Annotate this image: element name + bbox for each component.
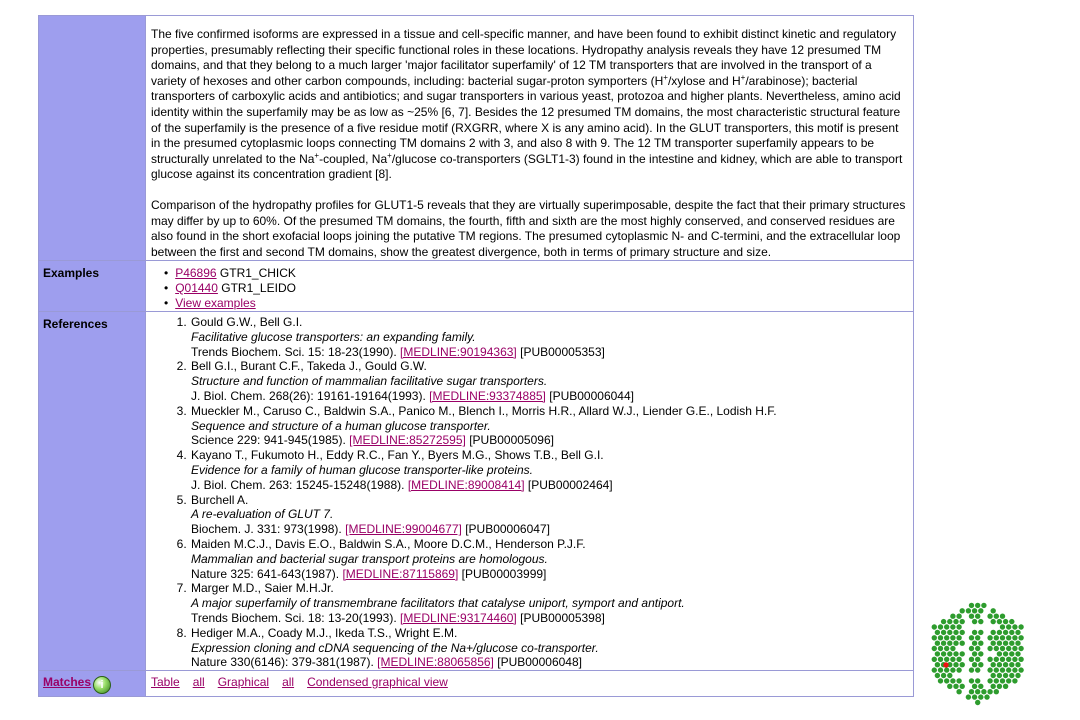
logo-dot bbox=[1003, 651, 1008, 656]
logo-dot bbox=[994, 614, 999, 619]
logo-dot bbox=[991, 684, 996, 689]
reference-pub-id: [PUB00006044] bbox=[549, 388, 634, 403]
logo-dot bbox=[1012, 635, 1017, 640]
reference-title: Mammalian and bacterial sugar transport proteins are homologous. bbox=[191, 551, 548, 566]
logo-dot bbox=[994, 678, 999, 683]
logo-dot bbox=[956, 635, 961, 640]
logo-dot bbox=[978, 662, 983, 667]
interpro-logo bbox=[925, 597, 1029, 707]
logo-dot bbox=[944, 624, 949, 629]
view-examples-item bbox=[176, 296, 909, 311]
logo-dot bbox=[1003, 630, 1008, 635]
matches-table-all-link[interactable]: all bbox=[192, 675, 205, 689]
examples-label: Examples bbox=[39, 261, 146, 311]
logo-dot bbox=[1006, 635, 1011, 640]
logo-dot bbox=[1015, 651, 1020, 656]
examples-list bbox=[151, 261, 909, 311]
logo-dot bbox=[956, 657, 961, 662]
logo-dot bbox=[975, 700, 980, 705]
logo-dot bbox=[950, 657, 955, 662]
examples-row bbox=[39, 261, 913, 312]
superscript-plus: + bbox=[387, 150, 392, 160]
logo-dot bbox=[1009, 619, 1014, 624]
logo-dot bbox=[947, 673, 952, 678]
logo-dot bbox=[1018, 646, 1023, 651]
logo-dot bbox=[944, 657, 949, 662]
reference-pub-id: [PUB00003999] bbox=[461, 566, 547, 581]
logo-dot bbox=[1009, 630, 1014, 635]
matches-label-cell bbox=[39, 671, 146, 696]
logo-dot bbox=[941, 673, 946, 678]
logo-dot bbox=[969, 657, 974, 662]
logo-dot bbox=[956, 624, 961, 629]
logo-dot bbox=[972, 630, 977, 635]
logo-dot bbox=[1000, 678, 1005, 683]
logo-dot bbox=[932, 635, 937, 640]
logo-dot bbox=[987, 657, 992, 662]
logo-dot bbox=[1006, 667, 1011, 672]
logo-dot bbox=[984, 694, 989, 699]
logo-dot bbox=[978, 630, 983, 635]
logo-dot bbox=[969, 667, 974, 672]
description-paragraph-1 bbox=[151, 27, 909, 183]
logo-dot bbox=[972, 694, 977, 699]
superscript-plus: + bbox=[314, 150, 320, 160]
reference-citation: J. Biol. Chem. 263: 15245-15248(1988). bbox=[191, 477, 405, 492]
logo-dot bbox=[972, 684, 977, 689]
logo-dot bbox=[1015, 630, 1020, 635]
reference-title: A major superfamily of transmembrane facilitators that catalyse uniport, symport and antiport. bbox=[191, 596, 685, 611]
matches-graphical-all-link[interactable]: all bbox=[282, 675, 295, 689]
logo-dot bbox=[932, 624, 937, 629]
logo-dot bbox=[953, 630, 958, 635]
logo-dot bbox=[997, 684, 1002, 689]
logo-dot bbox=[950, 624, 955, 629]
reference-pub-id: [PUB00005096] bbox=[469, 433, 554, 448]
logo-dot bbox=[978, 684, 983, 689]
logo-dot bbox=[944, 646, 949, 651]
examples-content bbox=[147, 261, 913, 311]
reference-authors: Marger M.D., Saier M.H.Jr. bbox=[191, 581, 334, 596]
logo-dot bbox=[938, 667, 943, 672]
logo-dot bbox=[1003, 684, 1008, 689]
logo-dot bbox=[975, 603, 980, 608]
medline-link[interactable]: [MEDLINE:93374885] bbox=[429, 388, 546, 403]
medline-link[interactable]: [MEDLINE:90194363] bbox=[400, 344, 517, 359]
logo-dot bbox=[935, 641, 940, 646]
logo-dot bbox=[1006, 646, 1011, 651]
reference-item bbox=[190, 493, 909, 537]
example-name: GTR1_LEIDO bbox=[221, 281, 296, 295]
logo-dot bbox=[1015, 673, 1020, 678]
reference-citation: Nature 325: 641-643(1987). bbox=[191, 566, 340, 581]
logo-dot bbox=[947, 619, 952, 624]
info-icon[interactable]: i bbox=[93, 676, 111, 694]
logo-dot bbox=[950, 678, 955, 683]
logo-dot bbox=[960, 619, 965, 624]
reference-title: Facilitative glucose transporters: an expanding family. bbox=[191, 329, 476, 344]
logo-dot bbox=[935, 662, 940, 667]
logo-dot bbox=[987, 667, 992, 672]
logo-dot bbox=[950, 635, 955, 640]
logo-dot bbox=[1015, 641, 1020, 646]
logo-dot bbox=[947, 630, 952, 635]
logo-dot bbox=[975, 667, 980, 672]
logo-dot bbox=[978, 694, 983, 699]
logo-dot bbox=[935, 630, 940, 635]
reference-authors: Mueckler M., Caruso C., Baldwin S.A., Panico M., Blench I., Morris H.R., Allard W.J., Liender G.E., Lodish H.F. bbox=[191, 403, 777, 418]
logo-dot bbox=[1000, 624, 1005, 629]
logo-dot bbox=[947, 651, 952, 656]
reference-citation: J. Biol. Chem. 268(26): 19161-19164(1993). bbox=[191, 388, 426, 403]
logo-dot bbox=[941, 630, 946, 635]
logo-dot bbox=[975, 689, 980, 694]
logo-dot bbox=[960, 684, 965, 689]
logo-dot bbox=[938, 635, 943, 640]
logo-dot bbox=[953, 651, 958, 656]
matches-link[interactable]: Matches bbox=[43, 675, 92, 689]
logo-dot bbox=[1009, 673, 1014, 678]
reference-item bbox=[190, 404, 909, 448]
logo-dot bbox=[1009, 662, 1014, 667]
logo-dot bbox=[1009, 641, 1014, 646]
logo-dot bbox=[956, 614, 961, 619]
medline-link[interactable]: [MEDLINE:85272595] bbox=[349, 433, 466, 448]
logo-dot bbox=[935, 673, 940, 678]
references-label: References bbox=[39, 312, 146, 670]
logo-dot bbox=[944, 635, 949, 640]
logo-dot bbox=[956, 678, 961, 683]
logo-dot bbox=[991, 641, 996, 646]
logo-dot bbox=[972, 641, 977, 646]
medline-link[interactable]: [MEDLINE:87115869] bbox=[342, 566, 459, 581]
logo-dot bbox=[941, 651, 946, 656]
logo-dot bbox=[932, 646, 937, 651]
logo-dot bbox=[994, 657, 999, 662]
logo-dot bbox=[994, 689, 999, 694]
logo-dot bbox=[991, 630, 996, 635]
logo-dot bbox=[997, 662, 1002, 667]
desc-text: -coupled, Na bbox=[319, 151, 388, 166]
logo-dot bbox=[997, 630, 1002, 635]
logo-dot bbox=[987, 635, 992, 640]
logo-dot bbox=[950, 614, 955, 619]
logo-dot bbox=[938, 646, 943, 651]
reference-title: A re-evaluation of GLUT 7. bbox=[191, 507, 334, 522]
logo-dot bbox=[938, 657, 943, 662]
logo-dot bbox=[1012, 646, 1017, 651]
logo-dot bbox=[969, 678, 974, 683]
logo-dot bbox=[978, 641, 983, 646]
logo-dot bbox=[1000, 657, 1005, 662]
logo-dot bbox=[953, 641, 958, 646]
logo-dot bbox=[1012, 678, 1017, 683]
reference-item bbox=[190, 448, 909, 492]
logo-dot bbox=[944, 667, 949, 672]
reference-authors: Kayano T., Fukumoto H., Eddy R.C., Fan Y., Byers M.G., Shows T.B., Bell G.I. bbox=[191, 448, 604, 463]
logo-dot bbox=[991, 673, 996, 678]
logo-dot bbox=[956, 667, 961, 672]
logo-dot bbox=[966, 694, 971, 699]
logo-dot bbox=[938, 624, 943, 629]
reference-citation: Trends Biochem. Sci. 15: 18-23(1990). bbox=[191, 344, 397, 359]
description-row bbox=[39, 16, 913, 261]
logo-dot bbox=[978, 608, 983, 613]
example-accession-link[interactable]: P46896 bbox=[175, 266, 217, 280]
logo-dot bbox=[1018, 657, 1023, 662]
description-content bbox=[147, 16, 913, 260]
logo-dot bbox=[956, 689, 961, 694]
reference-pub-id: [PUB00005398] bbox=[520, 610, 605, 625]
logo-dot bbox=[1018, 667, 1023, 672]
logo-dot bbox=[941, 619, 946, 624]
logo-dot bbox=[947, 641, 952, 646]
logo-red-dot bbox=[943, 662, 948, 667]
logo-dot bbox=[1018, 624, 1023, 629]
reference-citation: Nature 330(6146): 379-381(1987). bbox=[191, 655, 374, 670]
logo-dot bbox=[969, 646, 974, 651]
example-accession-link[interactable]: Q01440 bbox=[175, 281, 218, 295]
reference-pub-id: [PUB00005353] bbox=[520, 344, 605, 359]
example-item bbox=[176, 266, 909, 281]
logo-dot bbox=[972, 608, 977, 613]
logo-dot bbox=[935, 651, 940, 656]
logo-dot bbox=[941, 641, 946, 646]
logo-dot bbox=[997, 673, 1002, 678]
logo-dot bbox=[969, 635, 974, 640]
reference-authors: Gould G.W., Bell G.I. bbox=[191, 315, 303, 329]
reference-title: Expression cloning and cDNA sequencing of the Na+/glucose co-transporter. bbox=[191, 640, 599, 655]
view-examples-link[interactable]: View examples bbox=[175, 296, 256, 310]
desc-text: /arabinose); bacterial transporters of carboxylic acids and antibiotics; and sugar transporters in various yeast, protozoa and higher plants. Nevertheless, amino acid identity within the superfamily may be as low as ~25% [6, 7]. Besides the 12 presumed TM domains, the most characteristic structural feature of the superfamily is the presence of a five residue motif (RXGRR, where X is any amino acid). In the GLUT transporters, this motif is present in the presumed cytoplasmic loops connecting TM domains 2 with 3, and also 8 with 9. The 12 TM transporter superfamily appears to be structurally unrelated to the Na bbox=[151, 73, 901, 166]
reference-title: Evidence for a family of human glucose transporter-like proteins. bbox=[191, 462, 533, 477]
reference-authors: Bell G.I., Burant C.F., Takeda J., Gould G.W. bbox=[191, 359, 427, 374]
logo-dot bbox=[944, 678, 949, 683]
references-content bbox=[147, 312, 913, 670]
logo-dot bbox=[972, 662, 977, 667]
logo-dot bbox=[987, 614, 992, 619]
matches-links bbox=[147, 671, 913, 696]
logo-dot bbox=[969, 614, 974, 619]
logo-dot bbox=[981, 603, 986, 608]
logo-dot bbox=[969, 603, 974, 608]
logo-dot bbox=[981, 689, 986, 694]
matches-condensed-link[interactable]: Condensed graphical view bbox=[307, 675, 448, 689]
logo-dot bbox=[1003, 619, 1008, 624]
logo-dot bbox=[950, 646, 955, 651]
medline-link[interactable]: [MEDLINE:99004677] bbox=[345, 522, 462, 537]
logo-dot bbox=[972, 651, 977, 656]
reference-authors: Maiden M.C.J., Davis E.O., Baldwin S.A., Moore D.C.M., Henderson P.J.F. bbox=[191, 536, 586, 551]
logo-dot bbox=[1000, 646, 1005, 651]
logo-dot bbox=[1000, 667, 1005, 672]
logo-dot bbox=[1006, 624, 1011, 629]
desc-text: /glucose co-transporters (SGLT1-3) found in the intestine and kidney, which are able to transport glucose against its concentration gradient [8]. bbox=[151, 151, 903, 182]
medline-link[interactable]: [MEDLINE:93174460] bbox=[400, 610, 517, 625]
logo-dot bbox=[1006, 678, 1011, 683]
matches-graphical-link[interactable]: Graphical bbox=[217, 675, 270, 689]
logo-dot bbox=[991, 662, 996, 667]
example-item bbox=[176, 281, 909, 296]
logo-dot bbox=[997, 619, 1002, 624]
logo-dot bbox=[1000, 635, 1005, 640]
logo-dot bbox=[991, 608, 996, 613]
logo-dot bbox=[975, 646, 980, 651]
logo-dot bbox=[960, 651, 965, 656]
reference-pub-id: [PUB00002464] bbox=[527, 477, 613, 492]
logo-dot bbox=[1003, 662, 1008, 667]
medline-link[interactable]: [MEDLINE:88065856] bbox=[377, 655, 494, 670]
reference-pub-id: [PUB00006048] bbox=[497, 655, 582, 670]
reference-authors: Hediger M.A., Coady M.J., Ikeda T.S., Wright E.M. bbox=[191, 625, 458, 640]
reference-item bbox=[190, 537, 909, 581]
logo-dot bbox=[966, 608, 971, 613]
logo-dot bbox=[975, 635, 980, 640]
superscript-plus: + bbox=[663, 72, 668, 82]
logo-dot bbox=[1012, 657, 1017, 662]
matches-row bbox=[39, 671, 913, 696]
logo-dot bbox=[1000, 614, 1005, 619]
logo-dot bbox=[1006, 657, 1011, 662]
references-list bbox=[151, 312, 909, 670]
logo-dot bbox=[994, 646, 999, 651]
logo-dot bbox=[938, 678, 943, 683]
logo-dot bbox=[950, 667, 955, 672]
logo-dot bbox=[987, 689, 992, 694]
logo-dot bbox=[947, 684, 952, 689]
logo-dot bbox=[978, 651, 983, 656]
reference-pub-id: [PUB00006047] bbox=[465, 522, 550, 537]
logo-dot bbox=[960, 662, 965, 667]
logo-dot bbox=[1003, 673, 1008, 678]
reference-item bbox=[190, 626, 909, 670]
desc-text: The five confirmed isoforms are expressed in a tissue and cell-specific manner, and have been found to exhibit distinct kinetic and regulatory properties, presumably reflecting their specific functional roles in these locations. Hydropathy analysis reveals they have 12 presumed TM domains, and that they belong to a much larger 'major facilitator superfamily' of 12 TM transporters that are involved in the transport of a variety of hexoses and other carbon compounds, including: bacterial sugar-proton symporters (H bbox=[151, 27, 897, 88]
reference-citation: Biochem. J. 331: 973(1998). bbox=[191, 522, 342, 537]
logo-dot bbox=[994, 635, 999, 640]
references-row bbox=[39, 312, 913, 671]
matches-table-link[interactable]: Table bbox=[151, 675, 180, 689]
logo-dot bbox=[960, 630, 965, 635]
desc-text: /xylose and H bbox=[667, 73, 741, 88]
medline-link[interactable]: [MEDLINE:89008414] bbox=[407, 477, 525, 492]
logo-dot bbox=[997, 651, 1002, 656]
logo-dot bbox=[932, 667, 937, 672]
logo-dot bbox=[991, 619, 996, 624]
logo-dot bbox=[1003, 641, 1008, 646]
logo-dot bbox=[975, 678, 980, 683]
logo-dot bbox=[987, 646, 992, 651]
logo-dot bbox=[953, 619, 958, 624]
reference-citation: Science 229: 941-945(1985). bbox=[191, 433, 346, 448]
entry-table bbox=[38, 15, 914, 697]
logo-dot bbox=[1015, 662, 1020, 667]
reference-title: Structure and function of mammalian facilitative sugar transporters. bbox=[191, 374, 548, 389]
example-name: GTR1_CHICK bbox=[219, 266, 296, 280]
logo-dot bbox=[932, 657, 937, 662]
logo-dot bbox=[1018, 635, 1023, 640]
logo-dot bbox=[1009, 651, 1014, 656]
logo-dot bbox=[978, 619, 983, 624]
logo-dot bbox=[1012, 624, 1017, 629]
logo-dot bbox=[953, 662, 958, 667]
reference-citation: Trends Biochem. Sci. 18: 13-20(1993). bbox=[191, 610, 397, 625]
reference-authors: Burchell A. bbox=[191, 492, 249, 507]
superscript-plus: + bbox=[740, 72, 746, 82]
logo-dot bbox=[969, 689, 974, 694]
logo-dot bbox=[994, 667, 999, 672]
description-label-cell bbox=[39, 16, 146, 260]
logo-dot bbox=[953, 684, 958, 689]
logo-dot bbox=[1012, 667, 1017, 672]
logo-dot bbox=[997, 641, 1002, 646]
logo-dot bbox=[975, 657, 980, 662]
reference-item bbox=[190, 581, 909, 625]
logo-dot bbox=[960, 641, 965, 646]
logo-dot bbox=[960, 608, 965, 613]
reference-item bbox=[190, 359, 909, 403]
logo-dot bbox=[972, 619, 977, 624]
reference-item bbox=[190, 315, 909, 359]
description-paragraph-2: Comparison of the hydropathy profiles for GLUT1-5 reveals that they are virtually superimposable, despite the fact that their primary structures may differ by up to 60%. Of the presumed TM domains, the fourth, fifth and sixth are the most highly conserved, and conserved residues are also found in the short exofacial loops joining the putative TM regions. The presumed cytoplasmic N- and C-termini, and the extracellular loop between the first and second TM domains, show the greatest divergence, both in terms of primary structure and size. bbox=[151, 197, 906, 259]
logo-dot bbox=[975, 614, 980, 619]
reference-title: Sequence and structure of a human glucose transporter. bbox=[191, 418, 491, 433]
logo-dot bbox=[987, 678, 992, 683]
